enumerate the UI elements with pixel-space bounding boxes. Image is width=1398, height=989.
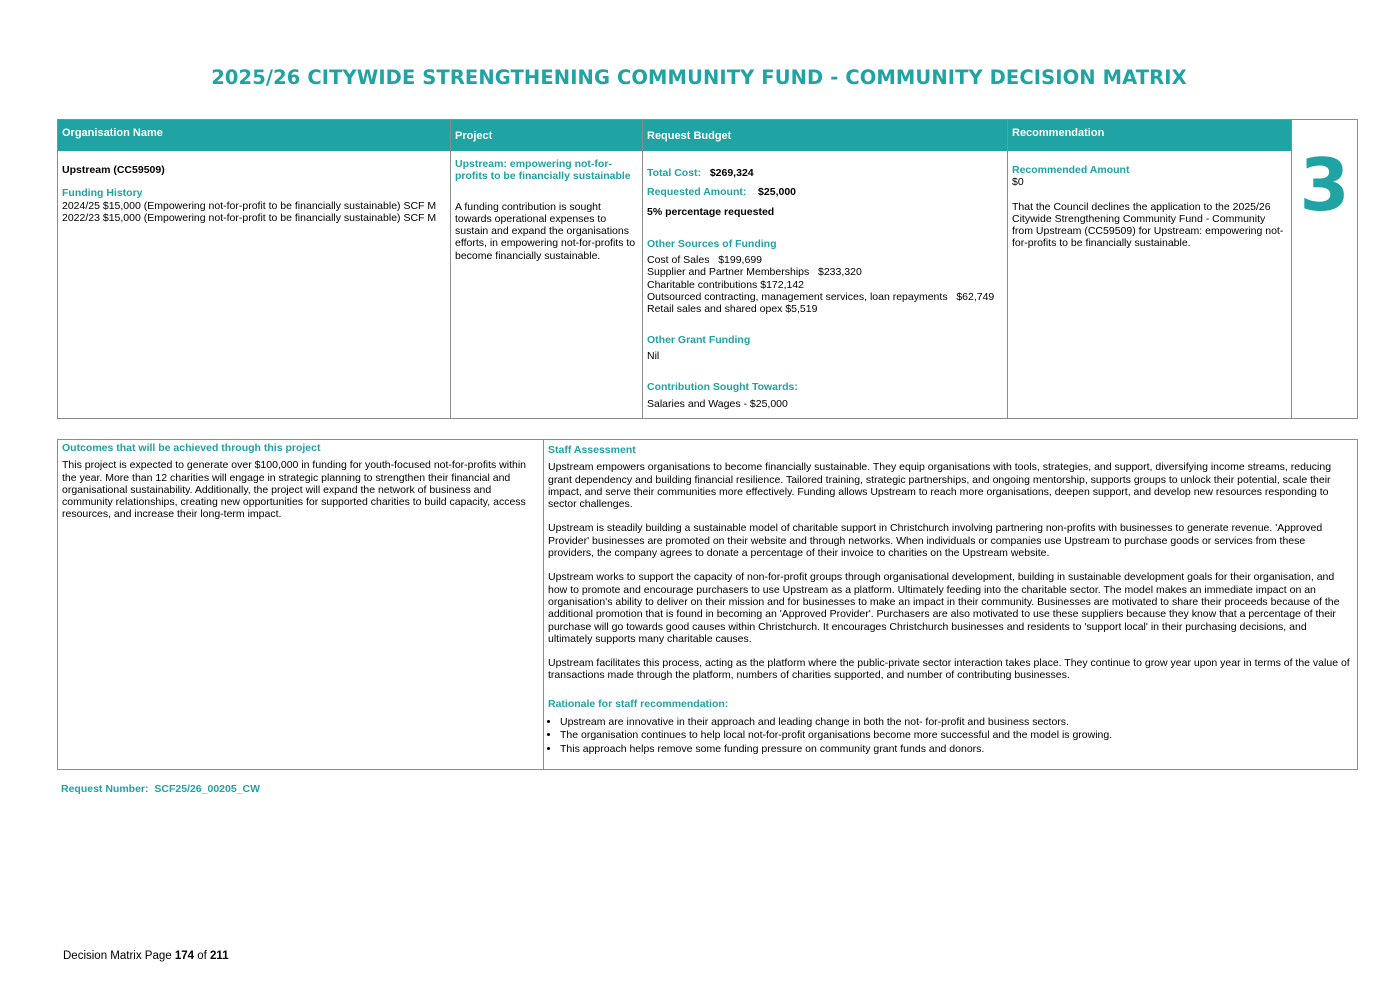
request-number-label: Request Number: bbox=[61, 783, 149, 795]
footer-prefix: Decision Matrix Page bbox=[63, 950, 175, 962]
total-cost-label: Total Cost: bbox=[647, 167, 702, 179]
other-source-item: Retail sales and shared opex $5,519 bbox=[647, 303, 818, 316]
organisation-name: Upstream (CC59509) bbox=[62, 164, 165, 176]
footer-of: of bbox=[194, 950, 211, 962]
contribution-value: Salaries and Wages - $25,000 bbox=[647, 397, 788, 410]
staff-paragraph: Upstream facilitates this process, acting as the platform where the public-private sector interaction takes place. They continue to grow year upon year in terms of the value of transactions made through the platform, numbers of charities supported, and number of contributing businesses. bbox=[548, 657, 1350, 682]
other-source-item: Outsourced contracting, management services, loan repayments $62,749 bbox=[647, 291, 995, 304]
recommendation-column bbox=[1008, 120, 1291, 418]
outcomes-label: Outcomes that will be achieved through this project bbox=[62, 442, 321, 454]
requested-amount-row bbox=[647, 186, 1003, 198]
other-source-item: Charitable contributions $172,142 bbox=[647, 278, 805, 291]
recommendation-header: Recommendation bbox=[1008, 120, 1291, 151]
funding-history-item: 2022/23 $15,000 (Empowering not-for-profit to be financially sustainable) SCF M bbox=[62, 211, 437, 224]
funding-history-label: Funding History bbox=[62, 187, 143, 200]
project-title: Upstream: empowering not-for-profits to be financially sustainable bbox=[455, 158, 631, 183]
other-source-item: Cost of Sales $199,699 bbox=[647, 254, 762, 267]
rationale-list bbox=[548, 716, 1353, 755]
project-header: Project bbox=[451, 120, 642, 151]
staff-paragraph: Upstream works to support the capacity of non-for-profit groups through organisational development, building in sustainable development goals for their organisation, and how to promote and encourage purchasers to use Upstream as a platform. Ultimately feeding into the charitable sector. The model makes an immediate impact on an organisation's ability to deliver on their mission and for businesses to make an impact in their community. Businesses are motivated to share their proceeds because of the additional promotion that is found in becoming an 'Approved Provider'. Purchasers are also motivated to use these suppliers because they know that a percentage of their purchase will go towards good causes within Christchurch. It encourages Christchurch businesses and residents to 'support local' in their purchasing decisions, and ultimately supports many charitable causes. bbox=[548, 571, 1340, 645]
rationale-item: • The organisation continues to help local not-for-profit organisations become more successful and the model is growing. bbox=[560, 729, 1353, 741]
organisation-header: Organisation Name bbox=[58, 120, 450, 151]
project-column bbox=[451, 120, 642, 418]
total-cost-value: $269,324 bbox=[709, 167, 754, 179]
rationale-item: • Upstream are innovative in their approach and leading change in both the not- for-profit and business sectors. bbox=[560, 716, 1353, 728]
total-cost-row bbox=[647, 167, 1003, 179]
percentage-requested: 5% percentage requested bbox=[647, 205, 775, 218]
page-footer bbox=[63, 950, 229, 962]
staff-paragraph: Upstream empowers organisations to become financially sustainable. They equip organisations with tools, strategies, and support, diversifying income streams, reducing grant dependency and building financial resilience. Tailored training, strategic partnerships, and ongoing mentorship, supports groups to unlock their potential, scale their impact, and serve their communities more effectively. Funding allows Upstream to reach more organisations, deepen support, and develop new resources responding to sector challenges. bbox=[548, 461, 1332, 511]
requested-amount-value: $25,000 bbox=[758, 186, 797, 199]
outcomes-panel bbox=[58, 440, 543, 769]
recommendation-text: That the Council declines the application to the 2025/26 Citywide Strengthening Community Fund - Community from Upstream (CC59509) for Upstream: empowering not-for-profits to be financially sustainable. bbox=[1012, 200, 1284, 250]
other-grant-label: Other Grant Funding bbox=[647, 333, 751, 346]
rationale-item: • This approach helps remove some funding pressure on community grant funds and donors. bbox=[560, 743, 1353, 755]
page-title: 2025/26 CITYWIDE STRENGTHENING COMMUNITY FUND - COMMUNITY DECISION MATRIX bbox=[211, 66, 1187, 89]
staff-assessment-label: Staff Assessment bbox=[548, 444, 636, 456]
budget-header: Request Budget bbox=[643, 120, 1007, 151]
budget-column bbox=[643, 120, 1007, 418]
decision-table bbox=[57, 119, 1358, 419]
assessment-table bbox=[57, 439, 1358, 770]
request-number bbox=[61, 783, 260, 795]
rationale-label: Rationale for staff recommendation: bbox=[548, 697, 729, 710]
contribution-label: Contribution Sought Towards: bbox=[647, 381, 798, 394]
requested-amount-label: Requested Amount: bbox=[647, 186, 747, 199]
footer-total: 211 bbox=[210, 950, 229, 962]
other-grant-value: Nil bbox=[647, 349, 660, 362]
request-number-value: SCF25/26_00205_CW bbox=[154, 783, 261, 795]
other-sources-label: Other Sources of Funding bbox=[647, 237, 777, 250]
outcomes-text: This project is expected to generate over $100,000 in funding for youth-focused not-for-profits within the year. More than 12 charities will engage in strategic planning to strengthen their financial and organisational sustainability. Additionally, the project will expand the network of business and community relationships, creating new opportunities for supported charities to build capacity, access resources, and increase their long-term impact. bbox=[62, 459, 527, 521]
other-source-item: Supplier and Partner Memberships $233,320 bbox=[647, 266, 862, 279]
recommended-amount-value: $0 bbox=[1012, 176, 1024, 189]
recommended-amount-label: Recommended Amount bbox=[1012, 164, 1130, 176]
organisation-column bbox=[58, 120, 450, 418]
priority-number: 3 bbox=[1299, 143, 1350, 227]
funding-history-item: 2024/25 $15,000 (Empowering not-for-profit to be financially sustainable) SCF M bbox=[62, 199, 437, 212]
staff-paragraph: Upstream is steadily building a sustainable model of charitable support in Christchurch involving partnering non-profits with businesses to generate revenue. 'Approved Provider' businesses are promoted on their website and through networks. When individuals or companies use Upstream to purchase goods or services from these providers, the company agrees to donate a percentage of their invoice to charities on the Upstream website. bbox=[548, 522, 1323, 560]
footer-page: 174 bbox=[174, 950, 195, 962]
staff-assessment-panel bbox=[544, 440, 1357, 769]
project-description: A funding contribution is sought towards operational expenses to sustain and expand the organisations efforts, in empowering not-for-profits to become financially sustainable. bbox=[455, 200, 636, 262]
